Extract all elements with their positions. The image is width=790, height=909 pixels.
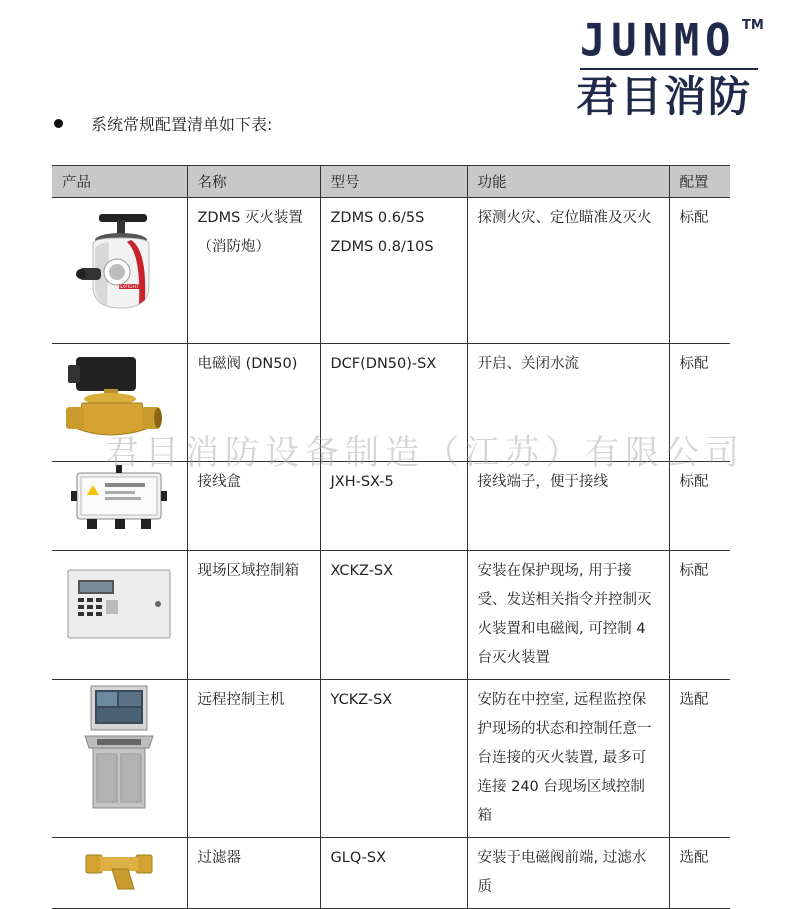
config-table bbox=[52, 165, 730, 909]
bullet-icon bbox=[54, 119, 63, 128]
product-function: 安装在保护现场, 用于接受、发送相关指令并控制灭火装置和电磁阀, 可控制 4 台灭火装置 bbox=[467, 551, 669, 680]
product-model: XCKZ-SX bbox=[320, 551, 467, 680]
product-image-cell bbox=[52, 344, 187, 462]
table-row bbox=[52, 551, 730, 680]
filter-image bbox=[84, 843, 154, 893]
fire-cannon-image bbox=[69, 210, 169, 320]
product-config: 选配 bbox=[669, 680, 730, 838]
product-config: 标配 bbox=[669, 551, 730, 680]
intro-line bbox=[54, 112, 272, 135]
brand-logo bbox=[574, 14, 769, 128]
control-box-image bbox=[64, 566, 174, 642]
product-function: 开启、关闭水流 bbox=[467, 344, 669, 462]
product-model: DCF(DN50)-SX bbox=[320, 344, 467, 462]
product-image-cell bbox=[52, 462, 187, 551]
product-config: 标配 bbox=[669, 344, 730, 462]
solenoid-valve-image bbox=[64, 351, 174, 443]
remote-host-image bbox=[79, 684, 159, 812]
table-row bbox=[52, 680, 730, 838]
intro-text: 系统常规配置清单如下表: bbox=[91, 115, 273, 134]
product-config: 标配 bbox=[669, 462, 730, 551]
product-name: 电磁阀 (DN50) bbox=[187, 344, 320, 462]
watermark: 君目消防设备制造（江苏）有限公司 bbox=[105, 433, 745, 473]
product-model: JXH-SX-5 bbox=[320, 462, 467, 551]
product-model: ZDMS 0.6/5S ZDMS 0.8/10S bbox=[320, 198, 467, 344]
logo-chinese: 君目消防 bbox=[576, 72, 753, 121]
logo-english: JUNMO bbox=[580, 14, 737, 67]
product-function: 接线端子，便于接线 bbox=[467, 462, 669, 551]
col-header-product: 产品 bbox=[52, 166, 187, 198]
logo-divider bbox=[580, 68, 758, 70]
product-name: ZDMS 灭火装置（消防炮） bbox=[187, 198, 320, 344]
table-row bbox=[52, 198, 730, 344]
product-model: GLQ-SX bbox=[320, 838, 467, 909]
product-name: 过滤器 bbox=[187, 838, 320, 909]
table-row bbox=[52, 344, 730, 462]
device-brand-label: SXFIGHT bbox=[119, 284, 139, 290]
product-name: 现场区域控制箱 bbox=[187, 551, 320, 680]
junction-box-image bbox=[71, 465, 167, 535]
product-image-cell bbox=[52, 680, 187, 838]
product-function: 探测火灾、定位瞄准及灭火 bbox=[467, 198, 669, 344]
col-header-model: 型号 bbox=[320, 166, 467, 198]
product-image-cell bbox=[52, 551, 187, 680]
table-header-row bbox=[52, 166, 730, 198]
table-row bbox=[52, 838, 730, 909]
col-header-config: 配置 bbox=[669, 166, 730, 198]
product-image-cell bbox=[52, 198, 187, 344]
product-config: 选配 bbox=[669, 838, 730, 909]
product-function: 安防在中控室, 远程监控保护现场的状态和控制任意一台连接的灭火装置, 最多可连接 240 台现场区域控制箱 bbox=[467, 680, 669, 838]
table-row bbox=[52, 462, 730, 551]
col-header-name: 名称 bbox=[187, 166, 320, 198]
product-function: 安装于电磁阀前端, 过滤水质 bbox=[467, 838, 669, 909]
col-header-function: 功能 bbox=[467, 166, 669, 198]
product-config: 标配 bbox=[669, 198, 730, 344]
product-name: 远程控制主机 bbox=[187, 680, 320, 838]
product-image-cell bbox=[52, 838, 187, 909]
product-name: 接线盒 bbox=[187, 462, 320, 551]
product-model: YCKZ-SX bbox=[320, 680, 467, 838]
logo-trademark: TM bbox=[742, 18, 764, 33]
